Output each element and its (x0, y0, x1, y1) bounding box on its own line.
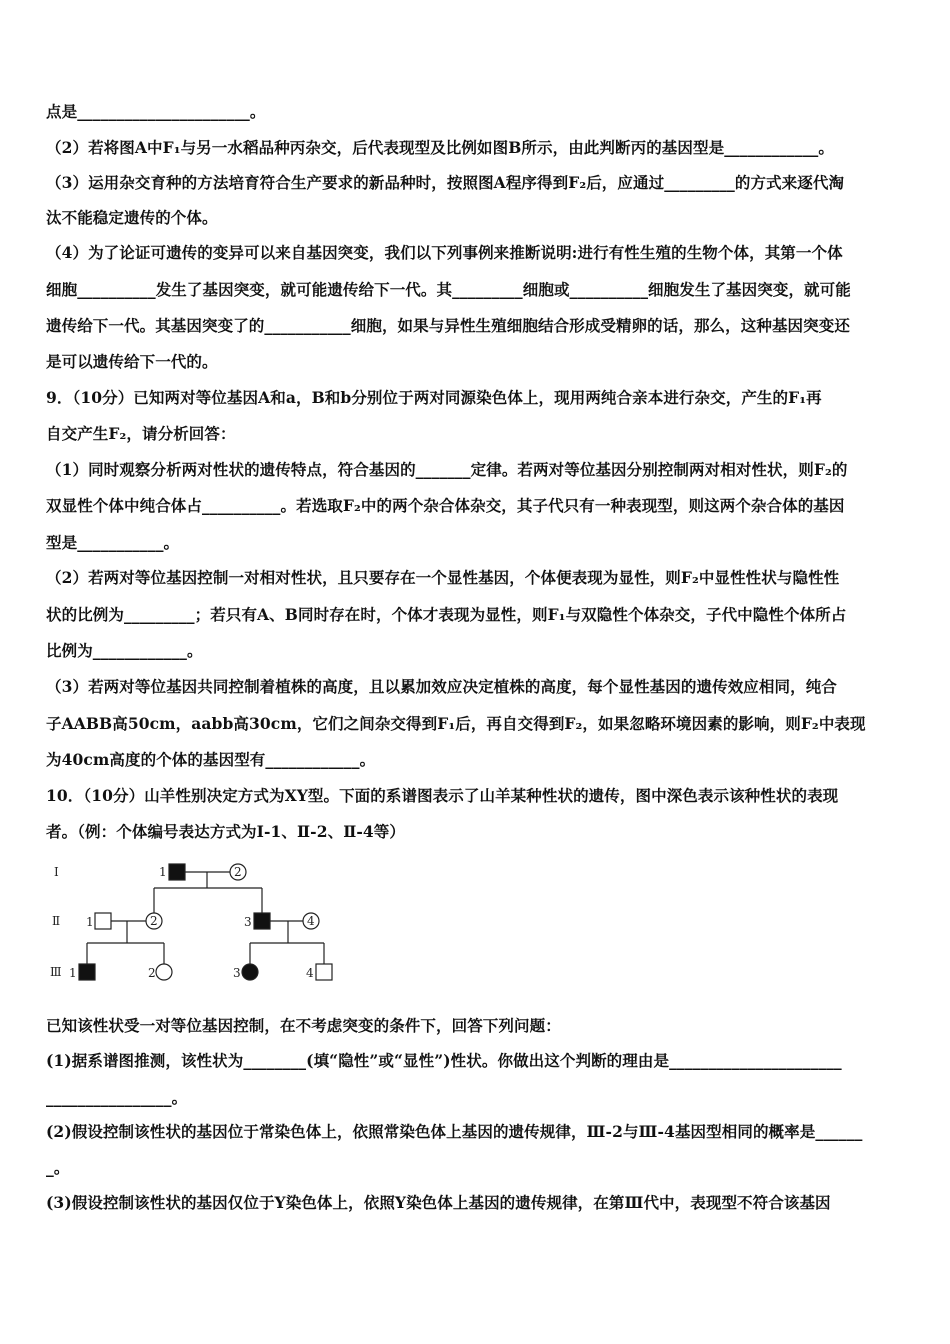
generation-label-I: Ⅰ (54, 865, 59, 879)
text-line-22: 已知该性状受一对等位基因控制，在不考虑突变的条件下，回答下列问题： (46, 1016, 561, 1035)
pedigree-number: 4 (306, 966, 314, 980)
text-line-7: 遗传给下一代。其基因突变了的___________细胞，如果与异性生殖细胞结合形成受精卵的话，那么，这种基因突变还 (46, 316, 850, 335)
pedigree-II-1-male (95, 913, 111, 929)
pedigree-number: 3 (233, 966, 241, 980)
text-line-19: 为40cm高度的个体的基因型有____________。 (46, 750, 376, 769)
pedigree-number: 3 (244, 915, 252, 929)
text-line-25: (2)假设控制该性状的基因位于常染色体上，依照常染色体上基因的遗传规律，Ⅲ-2与Ⅲ-4基因型相同的概率是______ (46, 1122, 863, 1141)
pedigree-number: 4 (307, 914, 315, 928)
question-9-title: 9．（10分）已知两对等位基因A和a，B和b分别位于两对同源染色体上，现用两纯合亲本进行杂交，产生的F₁再 (46, 388, 822, 407)
pedigree-number: 2 (148, 966, 156, 980)
pedigree-number: 1 (159, 865, 167, 879)
pedigree-I-1-affected-male (169, 864, 185, 880)
text-line-14: （2）若两对等位基因控制一对相对性状，且只要存在一个显性基因，个体便表现为显性，则F₂中显性性状与隐性性 (46, 568, 840, 587)
text-line-2: （2）若将图A中F₁与另一水稻品种丙杂交，后代表现型及比例如图B所示，由此判断丙的基因型是____________。 (46, 138, 835, 157)
text-line-26: _。 (46, 1158, 70, 1177)
pedigree-III-2-female (156, 964, 172, 980)
text-line-15: 状的比例为_________；若只有A、B同时存在时，个体才表现为显性，则F₁与双隐性个体杂交，子代中隐性个体所占 (46, 605, 847, 624)
text-line-13: 型是___________。 (46, 533, 180, 552)
generation-label-II: Ⅱ (52, 914, 61, 928)
pedigree-number: 1 (86, 915, 94, 929)
text-line-11: （1）同时观察分析两对性状的遗传特点，符合基因的_______定律。若两对等位基因分别控制两对相对性状，则F₂的 (46, 460, 848, 479)
text-line-27: (3)假设控制该性状的基因仅位于Y染色体上，依照Y染色体上基因的遗传规律，在第Ⅲ代中，表现型不符合该基因 (46, 1193, 831, 1212)
text-line-10: 自交产生F₂，请分析回答： (46, 424, 236, 443)
pedigree-III-3-affected-female (242, 964, 258, 980)
pedigree-II-3-affected-male (254, 913, 270, 929)
text-line-8: 是可以遗传给下一代的。 (46, 352, 218, 371)
pedigree-III-4-male (316, 964, 332, 980)
text-line-24: ________________。 (46, 1088, 188, 1107)
pedigree-III-1-affected-male (79, 964, 95, 980)
text-line-12: 双显性个体中纯合体占__________。若选取F₂中的两个杂合体杂交，其子代只有一种表现型，则这两个杂合体的基因 (46, 496, 845, 515)
text-line-5: （4）为了论证可遗传的变异可以来自基因突变，我们以下列事例来推断说明:进行有性生殖的生物个体，其第一个体 (46, 243, 843, 262)
question-10-title: 10．（10分）山羊性别决定方式为XY型。下面的系谱图表示了山羊某种性状的遗传，图中深色表示该种性状的表现 (46, 786, 839, 805)
pedigree-number: 2 (234, 865, 242, 879)
text-line-21: 者。（例：个体编号表达方式为Ⅰ-1、Ⅱ-2、Ⅱ-4等） (46, 822, 405, 841)
generation-label-III: Ⅲ (50, 965, 62, 979)
text-line-6: 细胞__________发生了基因突变，就可能遗传给下一代。其_________细胞或__________细胞发生了基因突变，就可能 (46, 280, 851, 299)
text-line-1: 点是______________________。 (46, 102, 266, 121)
text-line-18: 子AABB高50cm，aabb高30cm，它们之间杂交得到F₁后，再自交得到F₂，如果忽略环境因素的影响，则F₂中表现 (46, 714, 866, 733)
pedigree-chart (40, 848, 350, 998)
text-line-4: 汰不能稳定遗传的个体。 (46, 208, 218, 227)
text-line-23: (1)据系谱图推测，该性状为________(填“隐性”或“显性”)性状。你做出这个判断的理由是______________________ (46, 1051, 842, 1070)
pedigree-number: 2 (150, 914, 158, 928)
text-line-17: （3）若两对等位基因共同控制着植株的高度，且以累加效应决定植株的高度，每个显性基因的遗传效应相同，纯合 (46, 677, 837, 696)
text-line-16: 比例为____________。 (46, 641, 203, 660)
pedigree-number: 1 (69, 966, 77, 980)
text-line-3: （3）运用杂交育种的方法培育符合生产要求的新品种时，按照图A程序得到F₂后，应通过_________的方式来逐代淘 (46, 173, 845, 192)
